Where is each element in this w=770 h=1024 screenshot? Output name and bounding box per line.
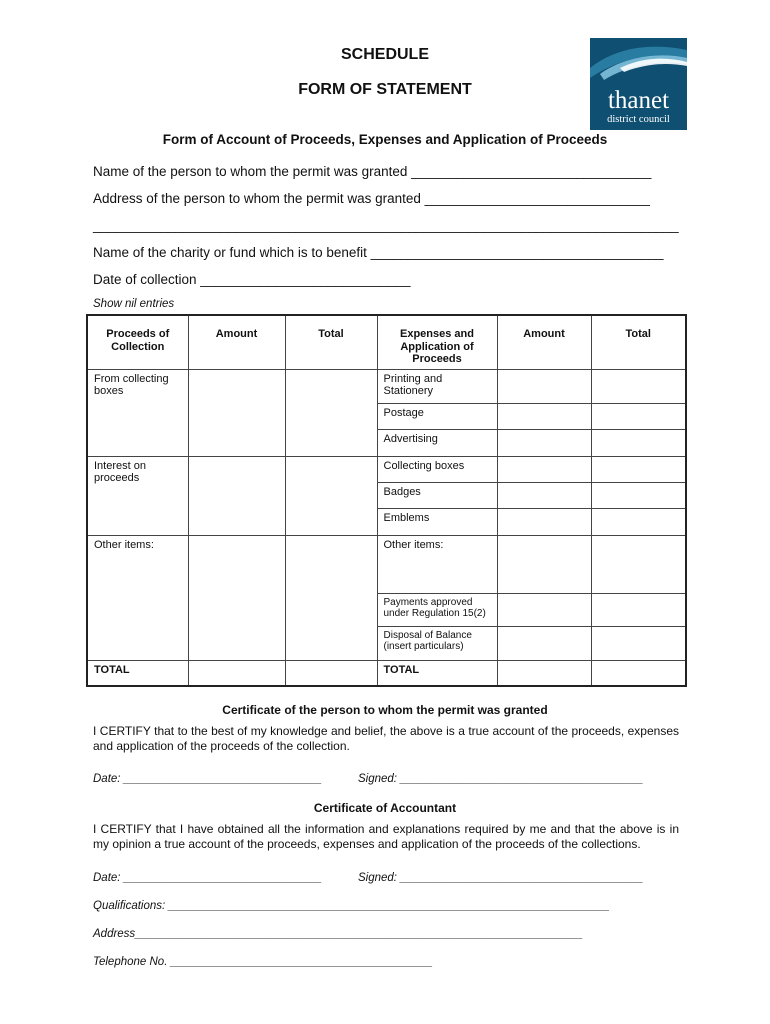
cell-amount[interactable] <box>497 626 591 660</box>
certificate-accountant-text: I CERTIFY that I have obtained all the information and explanations required by me and that the above is in my opinion a true account of the proceeds, expenses and application of the proceeds of the collections. <box>93 822 679 851</box>
date-of-collection-line[interactable]: Date of collection ____________________________ <box>93 272 411 287</box>
row-label-disposal-balance: Disposal of Balance (insert particulars) <box>377 626 497 660</box>
row-label-payments-approved: Payments approved under Regulation 15(2) <box>377 593 497 626</box>
cell-total[interactable] <box>591 508 686 535</box>
cell-amount[interactable] <box>497 369 591 403</box>
cell-total[interactable] <box>285 535 377 660</box>
form-heading: Form of Account of Proceeds, Expenses and Application of Proceeds <box>162 132 608 147</box>
row-label-interest: Interest on proceeds <box>87 456 188 535</box>
total-label-left: TOTAL <box>87 660 188 686</box>
row-label-postage: Postage <box>377 403 497 429</box>
cell-total[interactable] <box>591 482 686 508</box>
certificate-holder-text: I CERTIFY that to the best of my knowledge and belief, the above is a true account of the proceeds, expenses and application of the proceeds of the collection. <box>93 724 679 753</box>
name-field-line[interactable]: Name of the person to whom the permit was granted ________________________________ <box>93 164 652 179</box>
cell-total[interactable] <box>591 429 686 456</box>
holder-signed-line[interactable]: Signed: ______________________________________ <box>358 773 644 785</box>
cell-total[interactable] <box>591 403 686 429</box>
header-proceeds: Proceeds of Collection <box>87 315 188 369</box>
holder-date-line[interactable]: Date: _______________________________ <box>93 773 322 785</box>
header-total-right: Total <box>591 315 686 369</box>
total-label-right: TOTAL <box>377 660 497 686</box>
cell-amount[interactable] <box>497 429 591 456</box>
account-table <box>86 314 687 687</box>
address-line[interactable]: Address______________________________________________________________________ <box>93 928 583 940</box>
cell-amount[interactable] <box>188 456 285 535</box>
header-total-left: Total <box>285 315 377 369</box>
row-label-collecting-boxes: From collecting boxes <box>87 369 188 456</box>
cell-amount[interactable] <box>188 369 285 456</box>
row-label-printing: Printing and Stationery <box>377 369 497 403</box>
cell-total[interactable] <box>591 535 686 593</box>
form-title: FORM OF STATEMENT <box>298 81 472 98</box>
cell-total[interactable] <box>591 660 686 686</box>
row-label-badges: Badges <box>377 482 497 508</box>
accountant-signed-line[interactable]: Signed: ______________________________________ <box>358 872 644 884</box>
row-label-emblems: Emblems <box>377 508 497 535</box>
qualifications-line[interactable]: Qualifications: _____________________________________________________________________ <box>93 900 610 912</box>
cell-amount[interactable] <box>497 508 591 535</box>
cell-amount[interactable] <box>497 593 591 626</box>
row-label-other-items-right: Other items: <box>377 535 497 593</box>
accountant-date-line[interactable]: Date: _______________________________ <box>93 872 322 884</box>
cell-total[interactable] <box>591 593 686 626</box>
cell-amount[interactable] <box>497 403 591 429</box>
cell-total[interactable] <box>591 626 686 660</box>
logo-subtitle: district council <box>607 114 670 125</box>
cell-total[interactable] <box>285 660 377 686</box>
telephone-line[interactable]: Telephone No. _________________________________________ <box>93 956 433 968</box>
nil-entries-note: Show nil entries <box>93 298 175 310</box>
cell-amount[interactable] <box>497 660 591 686</box>
row-label-other-items-left: Other items: <box>87 535 188 660</box>
cell-amount[interactable] <box>188 660 285 686</box>
schedule-title: SCHEDULE <box>340 46 429 63</box>
header-amount-right: Amount <box>497 315 591 369</box>
certificate-holder-title: Certificate of the person to whom the permit was granted <box>222 703 548 717</box>
header-amount-left: Amount <box>188 315 285 369</box>
table-header-row <box>87 315 686 369</box>
cell-total[interactable] <box>285 456 377 535</box>
cell-total[interactable] <box>591 369 686 403</box>
cell-amount[interactable] <box>497 456 591 482</box>
cell-amount[interactable] <box>497 535 591 593</box>
table-total-row <box>87 660 686 686</box>
table-row <box>87 369 686 403</box>
address-field-line[interactable]: Address of the person to whom the permit was granted ______________________________ <box>93 191 650 206</box>
thanet-logo <box>590 38 687 130</box>
header-expenses: Expenses and Application of Proceeds <box>377 315 497 369</box>
certificate-accountant-title: Certificate of Accountant <box>313 801 457 815</box>
cell-amount[interactable] <box>188 535 285 660</box>
table-row <box>87 535 686 593</box>
cell-total[interactable] <box>591 456 686 482</box>
table-row <box>87 456 686 482</box>
cell-amount[interactable] <box>497 482 591 508</box>
row-label-advertising: Advertising <box>377 429 497 456</box>
logo-name: thanet <box>607 87 670 114</box>
address-continuation-line[interactable]: ______________________________________________________________________________ <box>93 218 679 233</box>
cell-total[interactable] <box>285 369 377 456</box>
row-label-collecting-boxes-expense: Collecting boxes <box>377 456 497 482</box>
charity-field-line[interactable]: Name of the charity or fund which is to benefit _______________________________________ <box>93 245 664 260</box>
